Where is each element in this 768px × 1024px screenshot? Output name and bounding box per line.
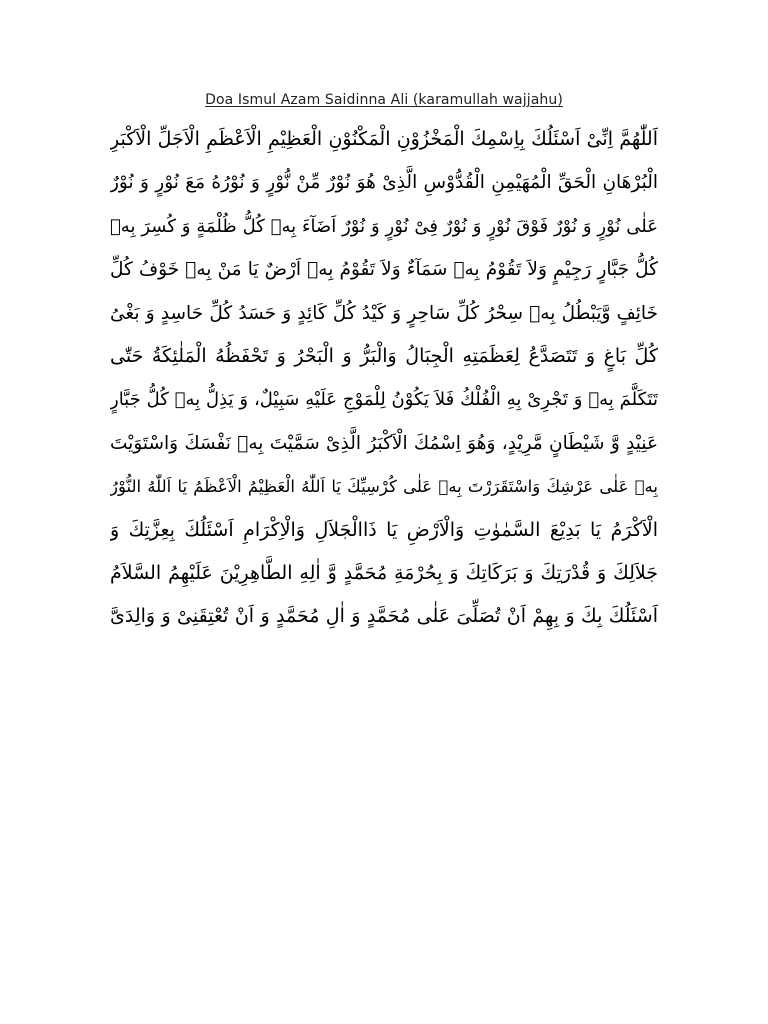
arabic-line-7: تَتَكَلَّمَ بِهٖ وَ تَجْرِىْ بِهِ الْفُلْكُ فَلاَ يَكُوْنُ لِلْمَوْجِ عَلَيْهِ سَبِيْلٌ، وَ يَذِلُّ بِهٖ كُلُّ جَبَّارٍ xyxy=(110,389,658,411)
arabic-line-4: كُلُّ جَبَّارٍ رَجِيْمٍ وَلاَ تَقُوْمُ بِهٖ سَمَآءٌ وَلاَ تَقُوْمُ بِهٖ اَرْضٌ يَا مَنْ بِهٖ خَوْفُ كُلِّ xyxy=(110,259,658,281)
arabic-line-2: الْبُرْهَانِ الْحَقِّ الْمُهَيْمِنِ الْقُدُّوْسِ الَّذِىْ هُوَ نُوْرٌ مِّنْ نُّوْرٍ وَ نُوْرُهُ مَعَ نُوْرٍ وَ نُوْرٌ xyxy=(110,172,658,194)
arabic-line-5: خَائِفٍ وَّيَبْطُلُ بِهٖ سِحْرُ كُلِّ سَاحِرٍ وَ كَيْدُ كُلِّ كَائِدٍ وَ حَسَدُ كُلِّ حَاسِدٍ وَ بَغْىُ xyxy=(110,302,658,324)
arabic-line-6: كُلِّ بَاغٍ وَ تَتَصَدَّعُ لِعَظَمَتِهِ الْجِبَالُ وَالْبَرُّ وَ الْبَحْرُ وَ تَحْفَظُهُ الْمَلٰئِكَةُ حَتّٰى xyxy=(110,344,658,367)
arabic-line-9: بِهٖ عَلٰى عَرْشِكَ وَاسْتَقَرَرْتَ بِهٖ عَلٰى كُرْسِيِّكَ يَا اَللّٰهُ الْعَظِيْمُ الْاَعْظَمُ يَا اَللّٰهُ النُّوْرُ xyxy=(110,477,658,497)
arabic-text-block xyxy=(110,118,658,639)
document-title: Doa Ismul Azam Saidinna Ali (karamullah wajjahu) xyxy=(205,92,563,108)
arabic-line-11: جَلاَلِكَ وَ قُدْرَتِكَ وَ بَرَكَاتِكَ وَ بِحُرْمَةِ مُحَمَّدٍ وَّ اٰلِهِ الطَّاهِرِيْنَ عَلَيْهِمُ السَّلاَمُ xyxy=(110,561,658,584)
arabic-line-1: اَللّٰهُمَّ اِنِّىْ اَسْئَلُكَ بِاِسْمِكَ الْمَخْزُوْنِ الْمَكْنُوْنِ الْعَظِيْمِ الْاَعْظَمِ الْاَجَلِّ الْاَكْبَرِ xyxy=(110,128,658,150)
arabic-line-8: عَنِيْدٍ وَّ شَيْطَانٍ مَّرِيْدٍ، وَهُوَ اِسْمُكَ الْاَكْبَرُ الَّذِىْ سَمَّيْتَ بِهٖ نَفْسَكَ وَاسْتَوَيْتَ xyxy=(110,432,658,454)
arabic-line-3: عَلٰى نُوْرٍ وَ نُوْرٌ فَوْقَ نُوْرٍ وَ نُوْرٌ فِىْ نُوْرٍ وَ نُوْرٌ اَضَآءَ بِهٖ كُلُّ ظُلْمَةٍ وَ كُسِرَ بِهٖ xyxy=(110,215,658,237)
arabic-line-10: الْاَكْرَمُ يَا بَدِيْعَ السَّمٰوٰتِ وَالْاَرْضِ يَا ذَاالْجَلاَلِ وَالْاِكْرَامِ اَسْئَلُكَ بِعِزَّتِكَ وَ xyxy=(110,518,658,541)
arabic-line-12: اَسْئَلُكَ بِكَ وَ بِهِمْ اَنْ تُصَلِّىَ عَلٰى مُحَمَّدٍ وَ اٰلِ مُحَمَّدٍ وَ اَنْ تُعْتِقَنِىْ وَ وَالِدَىَّ xyxy=(110,605,658,628)
